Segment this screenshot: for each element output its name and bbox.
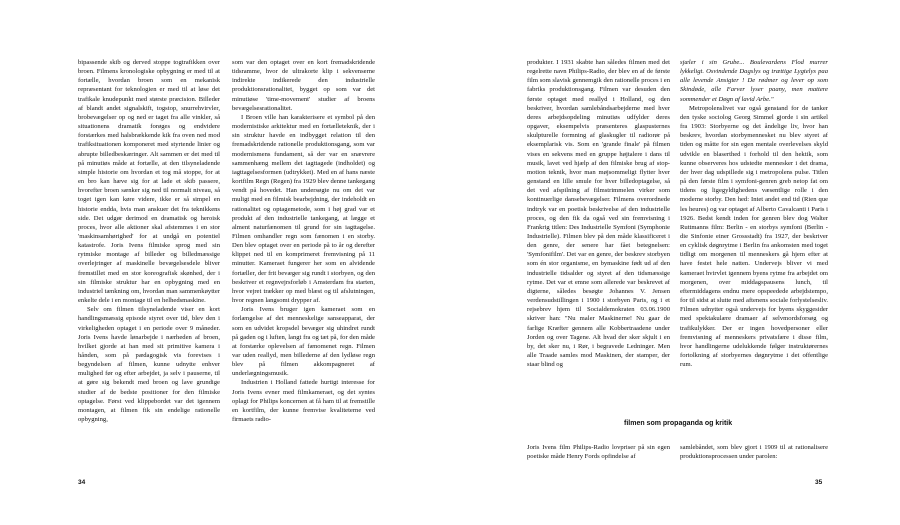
paragraph: Joris Ivens bruger igen kameraet som en forlængelse af det menneskelige sanseapparat, der som en udvidet kropsdel bevæger sig uhindret rundt på gaden og i luften, langt fra og tæt på, for den måde at forstærke oplevelsen af fænomenet regn. Filmen var uden reallyd, men billederne af den lydløse regn blev på filmen akkompagneret af underlægningsmusik.: [232, 306, 375, 378]
paragraph: I Broen ville han karakterisere et symbol på den modernistiske arkitektur med en fortælleteknik, der i sin struktur havde en indbygget relation til den fremadskridende rationelle produktionsgang, som var modernismens fundament, så der var en snævrere sammenhæng mellem det iagttagede (indholdet) og iagttagelsesformen (udtrykket). Med en af hans næste kortfilm Regn (Regen) fra 1929 blev denne tankegang vendt på hovedet. Han undersøgte nu om det var muligt med en filmisk bearbejdning, der indeholdt en rationalitet og optagemetode, som i høj grad var et produkt af den industrielle tankegang, at lægge et alment naturfænomen til grund for sin iagttagelse. Filmen omhandler regn som fænomen i en storby. Den blev optaget over en periode på to år og derefter klippet ned til en komprimeret fremvisning på 11 minutter. Kameraet fungerer her som en alvidende fortæller, der frit bevæger sig rundt i storbyen, og den beskriver et regnvejrsforløb i Amsterdam fra starten, hvor vejret trækker op med blæst og til afslutningen, hvor regnen langsomt drypper af.: [232, 113, 375, 305]
paragraph: Selv om filmen tilsyneladende viser en kort handlingsmæssig episode styret over tid, blev den i virkeligheden optaget i en periode over 9 måneder. Joris Ivens havde lønarbejde i nærheden af broen, hvilket gjorde at han med sit primitive kamera i hånden, som på pædagogisk vis forevises i begyndelsen af filmen, kunne udnytte enhver mulighed før og efter arbejdet, ja selv i pauserne, til at gøre sig bekendt med broen og lave grundige studier af de bedste positioner for den filmiske optagelse. Først ved klippebordet var det igennem montagen, at filmen fik sin endelige rationelle opbygning,: [78, 306, 220, 424]
paragraph: bipassende skib og derved stoppe togtrafikken over broen. Filmens kronologiske opbygning er med til at fortælle, hvordan broen som en mekanisk repræsentant for teknologien er med til at løse det trafikale knudepunkt med største præcision. Billeder af blandt andet signalskift, togstop, snurrehvirvler, brobevægelser op og ned er taget fra alle vinkler, så situationens dramatik forøges og endvidere forstærkes med halsbrækkende kik fra oven ned mod trafiksituationen komponeret med styrtende linier og abrupte billedbeskæringer. Alt sammen er det med til på minutiøs måde at fortælle, at den tilsyneladende simple historie om hvordan et tog må stoppe, for at en bro kan hæve sig for at lade et skib passere, hvorefter broen sænker sig ned til normalt niveau, så toget igen kan køre videre, ikke er så simpel en historie endda, hvis man anskuer det fra teknikkens side. Det udgør derimod en dramatisk og heroisk proces, hvor alle aktioner skal afstemmes i en stor 'maskinsamhørighed' for at undgå en potentiel katastrofe. Joris Ivens filmiske sprog med sin rytmiske montage af billeder og billedmæssige overlejringer af maskinelle bevægelsesdele bliver fremstillet med en stor koreografisk skønhed, der i sin filmiske struktur har en opbygning med en industriel tænkning om, hvordan man sammenkøytter enkelte dele i en montage til en helhedsmaskine.: [78, 59, 220, 305]
paragraph-after-heading-col1: Joris Ivens film Philips-Radio lovpriser på sin egen poetiske måde Henry Fords opfindelse af: [527, 444, 670, 461]
page-number-right: 35: [815, 479, 823, 486]
paragraph: produkter. I 1931 skabte han således filmen med det regelrette navn Philips-Radio, der blev en af de første film som slavisk gennemgik den rationelle proces i en fabriks produktionsgang. Filmen var desuden den første optaget med reallyd i Holland, og den beskriver, hvordan samlebåndsarbejderne med hver deres arbejdsopdeling minutiøs udfylder deres opgaver, eksempelvis præsenteres glaspusternes skulpturelle formning af glaskugler til radiorør på eksemplarisk vis. Som en 'grande finale' på filmen vises en sekvens med en gruppe højtalere i dans til musik, lavet ved hjælp af den filmiske brug af stop-motion teknik, hvor man møjsommeligt flytter hver genstand en lille smule for hver billedoptagelse, så det ved afspilning af filmstrimmelen virker som kontinuerlige dansebevægelser. Filmens overordnede indtryk var en poetisk beskrivelse af den industrielle proces, og den fik da også ved sin fremvisning i Frankrig titlen: Des Industrielle Symfoni (Symphonie Industrielle). Filmen blev på den måde klassificeret i den genre, der senere har fået betegnelsen: 'Symfonifilm'. Det var en genre, der beskrev storbyen som én stor organisme, en bymaskine født ud af den industrielle tidsalder og styret af den tidsmæssige rytme. Det var et emne som allerede var beskrevet af digterne, således besøgte Johannes V. Jensen verdensudstillingen i 1900 i storbyen Paris, og i et rejsebrev hjem til Socialdemokraten 03.06.1900 skriver han: "Nu maler Maskinerne! Nu gaar de farlige Kræfter gennem alle Kobbertraadene under Jorden og over Tagene. Alt hvad der sker skjult i en by, det sker nu, i Rør, i begravede Ledninger. Men alle Traade samles mod Maskinen, der stamper, der staar blind og: [527, 59, 670, 369]
left-column-2: [232, 58, 375, 424]
right-column-2: [680, 58, 828, 369]
paragraph: som var den optaget over en kort fremadskridende tidsramme, hvor de ultrakorte klip i sekvenserne indirekte indikerede den industrielle produktionsrationalitet, bygget op som var det minutiøse 'time-movement' studier af broens bevægelsesrationalitet.: [232, 59, 375, 112]
page-number-left: 34: [78, 479, 86, 486]
right-column-1: [527, 58, 670, 369]
section-heading: filmen som propaganda og kritik: [624, 420, 733, 427]
paragraph: Metropolenslivet var også genstand for de tanker den tyske sociolog Georg Simmel gjorde i sin artikel fra 1903: Storbyerne og det åndelige liv, hvor han beskrev, hvordan storbymennesket nu blev styret af tiden og måtte for sin egen mentale overlevelses skyld udvikle en blaserthed i forhold til den hektik, som kunne observeres hos udstedte mennesker i det drama, der hver dag udspillede sig i metropolens pulse. Titlen på den første film i symfoni-genren greb netop fat om tidens og ligegyldighedens væsentlige rolle i den moderne storby. Den hed: Intet andet end tid (Rien que les heures) og var optaget af Alberto Cavalcanti i Paris i 1926. Bedst kendt inden for genren blev dog Walter Ruttmanns film: Berlin - en storbys symfoni (Berlin - die Sinfonie einer Grossstadt) fra 1927, der beskriver en cyklisk døgnrytme i Berlin fra ankomsten med toget tidligt om morgenen til menneskers gå hjem efter at have festet hele natten. Undervejs bliver vi med kameraet hvirvlet igennem byens rytme fra arbejdet om morgenen, over middagspausens lunch, til eftermiddagens endnu mere opspeedede arbejdstempo, for til sidst at slutte med aftenens sociale forlystelsesliv. Filmen udnytter også undervejs for byens skyggesider med spektakulære dramaer af selvmordsforsøg og trafikulykker. Der er ingen hovedpersoner eller fremvisning af menneskers privatsfære i disse film, hvor handlingerne udelukkende følger instruktørernes fortolkning af storbyernes døgnrytme i det offentlige rum.: [680, 104, 828, 369]
paragraph: Industrien i Holland fattede hurtigt interesse for Joris Ivens evner med filmkameraet, og det syntes oplagt for Philips koncernen at få ham til at fremstille en kortfilm, der kunne fremvise kvaliteterne ved firmaets radio-: [232, 379, 375, 424]
left-column-1: [78, 58, 220, 424]
paragraph: sjæler i sin Grube... Boulevardens Flod murrer lykkeligt. Osvindende Dagslys og trættige Lygtelys paa alle levende Ansigter ! De rødmer og lever op som Skindøde, alle Farver lyser paany, men mattere sommender et Døgn af lavid Arbe.": [680, 59, 828, 103]
paragraph-after-heading-col2: samlebåndet, som blev gjort i 1909 til at rationalisere produktionsprocessen under parolen:: [680, 444, 828, 461]
